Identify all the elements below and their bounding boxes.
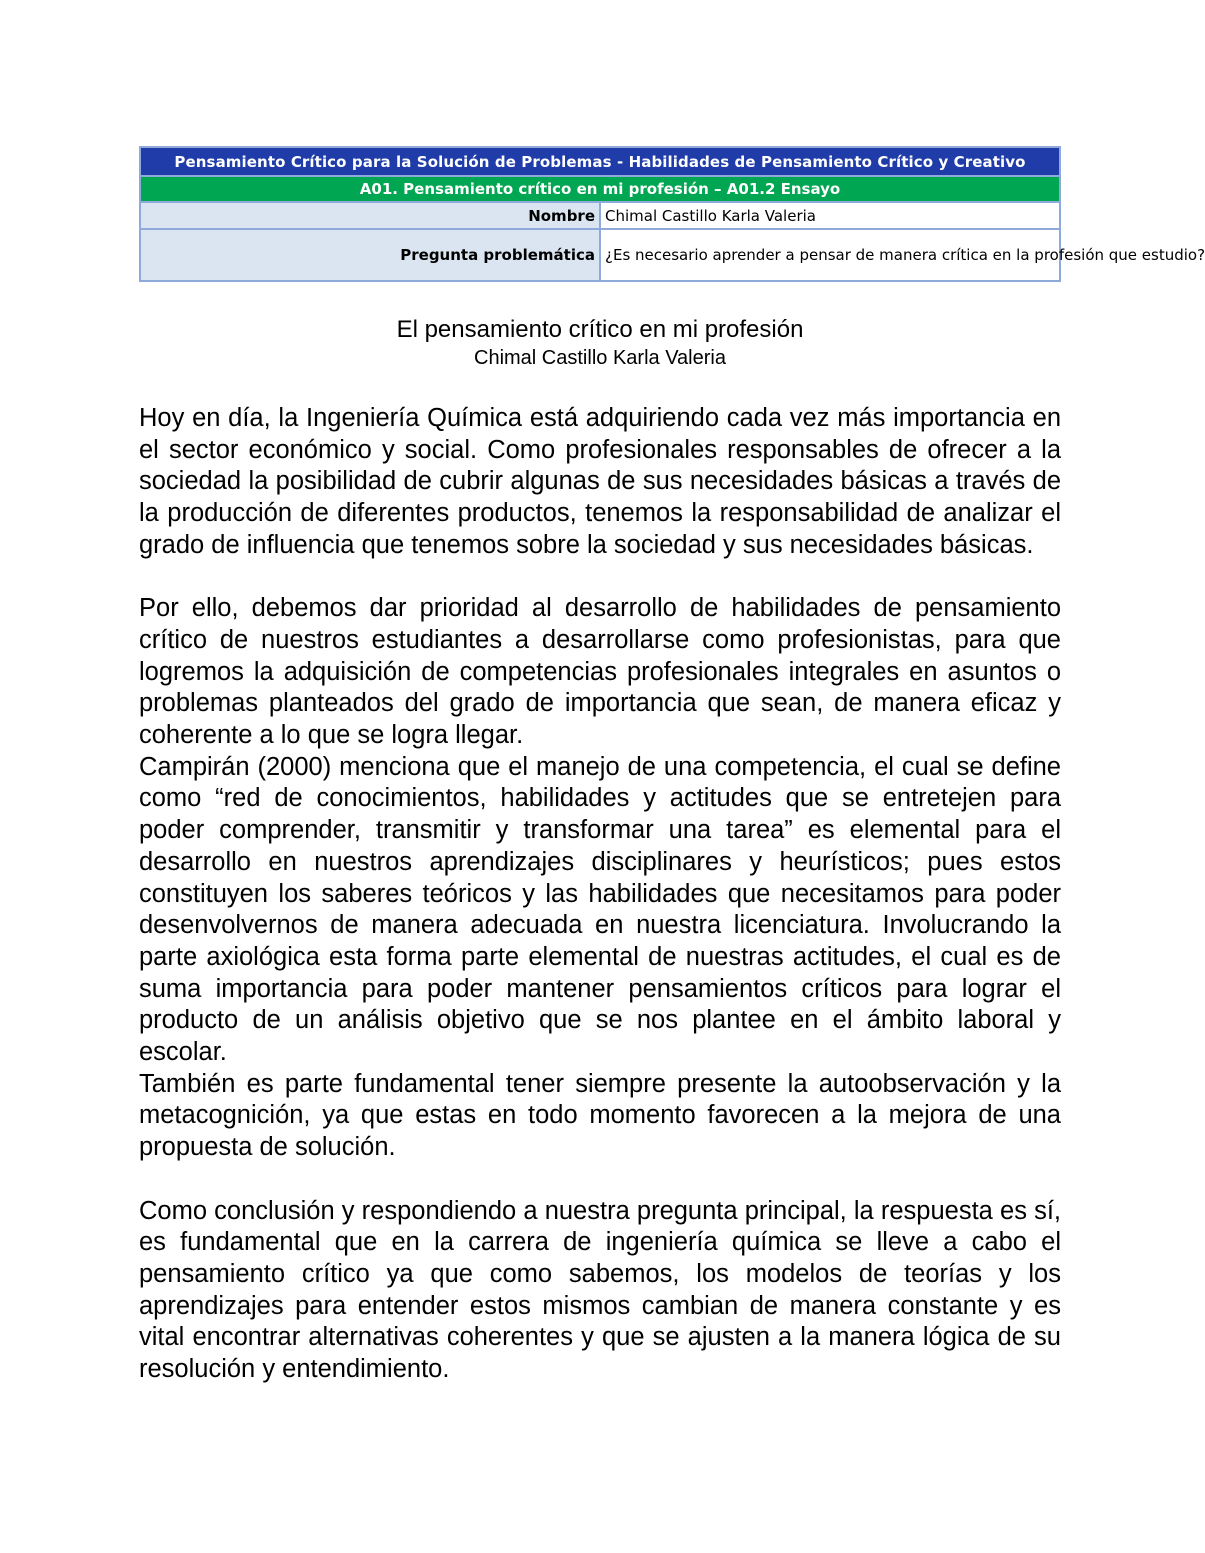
- question-label: Pregunta problemática: [140, 229, 600, 281]
- question-row: [140, 229, 1060, 281]
- paragraph-campiran: Campirán (2000) menciona que el manejo de una competencia, el cual se define como “red de conocimientos, habilidades y actitudes que se entretejen para poder comprender, transmitir y transformar una tarea” es elemental para el desarrollo en nuestros aprendizajes disciplinares y heurísticos; pues estos constituyen los saberes teóricos y las habilidades que necesitamos para poder desenvolvernos de manera adecuada en nuestra licenciatura. Involucrando la parte axiológica esta forma parte elemental de nuestras actitudes, el cual es de suma importancia para poder mantener pensamientos críticos para lograr el producto de un análisis objetivo que se nos plantee en el ámbito laboral y escolar.: [139, 752, 1061, 1067]
- paragraph-spacer: [139, 562, 1061, 594]
- activity-title: A01. Pensamiento crítico en mi profesión – A01.2 Ensayo: [140, 176, 1060, 202]
- paragraph-metacognition: También es parte fundamental tener siempre presente la autoobservación y la metacognición, ya que estas en todo momento favorecen a la mejora de una propuesta de solución.: [139, 1069, 1061, 1162]
- essay-author: Chimal Castillo Karla Valeria: [474, 347, 726, 369]
- course-title: Pensamiento Crítico para la Solución de Problemas - Habilidades de Pensamiento Crítico y Creativo: [140, 147, 1060, 176]
- essay-body: [139, 403, 1061, 1386]
- name-row: [140, 202, 1060, 229]
- assignment-header-table: [139, 146, 1205, 282]
- name-value: Chimal Castillo Karla Valeria: [600, 202, 1060, 229]
- paragraph-intro: Hoy en día, la Ingeniería Química está adquiriendo cada vez más importancia en el sector económico y social. Como profesionales responsables de ofrecer a la sociedad la posibilidad de cubrir algunas de sus necesidades básicas a través de la producción de diferentes productos, tenemos la responsabilidad de analizar el grado de influencia que tenemos sobre la sociedad y sus necesidades básicas.: [139, 404, 1061, 559]
- paragraph-conclusion: Como conclusión y respondiendo a nuestra pregunta principal, la respuesta es sí, es fundamental que en la carrera de ingeniería química se lleve a cabo el pensamiento crítico ya que como sabemos, los modelos de teorías y los aprendizajes para entender estos mismos cambian de manera constante y es vital encontrar alternativas coherentes y que se ajusten a la manera lógica de su resolución y entendimiento.: [139, 1196, 1061, 1384]
- question-value: ¿Es necesario aprender a pensar de manera crítica en la profesión que estudio?: [600, 229, 1060, 281]
- course-row: [140, 147, 1060, 176]
- paragraph-spacer: [139, 1164, 1061, 1196]
- paragraph-priority: Por ello, debemos dar prioridad al desarrollo de habilidades de pensamiento crítico de nuestros estudiantes a desarrollarse como profesionistas, para que logremos la adquisición de competencias profesionales integrales en asuntos o problemas planteados del grado de importancia que sean, de manera eficaz y coherente a lo que se logra llegar.: [139, 594, 1061, 750]
- essay-title: El pensamiento crítico en mi profesión: [396, 316, 804, 343]
- name-label: Nombre: [140, 202, 600, 229]
- activity-row: [140, 176, 1060, 202]
